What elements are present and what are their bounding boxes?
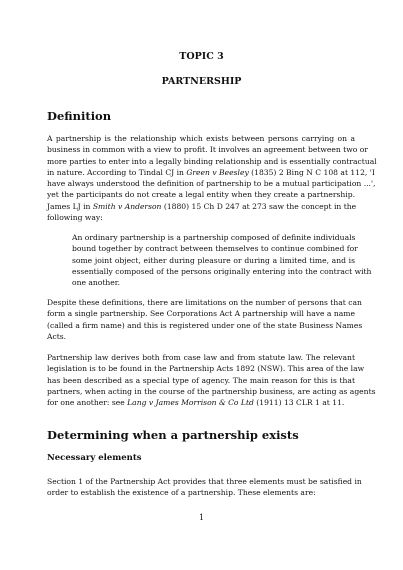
- paragraph-limitations: [47, 297, 363, 342]
- text-line: James LJ in Smith v Anderson (1880) 15 Ch D 247 at 273 saw the concept in the: [47, 201, 357, 211]
- heading-determining: Determining when a partnership exists: [47, 428, 299, 442]
- text-line: A partnership is the relationship which exists between persons carrying on a: [47, 134, 355, 143]
- heading-definition: Definition: [47, 109, 112, 123]
- paragraph-definition: [47, 133, 377, 223]
- page-number: 1: [198, 513, 205, 522]
- quote-line: one another.: [72, 278, 121, 288]
- text-line: legislation is to be found in the Partnership Acts 1892 (NSW). This area of the law: [47, 364, 365, 374]
- paragraph-law-sources: [47, 352, 376, 408]
- text-line: more parties to enter into a legally binding relationship and is essentially contractual: [47, 156, 377, 166]
- text-line: (called a firm name) and this is registered under one of the state Business Names: [47, 320, 363, 330]
- subheading-necessary-elements: Necessary elements: [47, 453, 142, 463]
- text-line: partners, when acting in the course of the partnership business, are acting as agents: [47, 386, 376, 396]
- case-name: Smith v Anderson: [92, 201, 162, 211]
- topic-label: TOPIC 3: [179, 51, 224, 62]
- text-line: order to establish the existence of a partnership. These elements are:: [47, 488, 316, 498]
- text-line: Despite these definitions, there are limitations on the number of persons that can: [47, 298, 362, 307]
- text-line: form a single partnership. See Corporations Act A partnership will have a name: [47, 309, 355, 319]
- text-line: business in common with a view to profit. It involves an agreement between two or: [47, 145, 368, 155]
- text-line: yet the participants do not create a legal entity when they create a partnership.: [47, 190, 355, 200]
- text-line: following way:: [47, 213, 103, 223]
- paragraph-section-1: [47, 476, 362, 499]
- quote-line: An ordinary partnership is a partnership composed of definite individuals: [72, 233, 356, 242]
- text-line: have always understood the definition of partnership to be a mutual participation ...',: [47, 179, 376, 189]
- text-line: for one another: see Lang v James Morrison & Co Ltd (1911) 13 CLR 1 at 11.: [47, 398, 345, 408]
- text-line: Section 1 of the Partnership Act provides that three elements must be satisfied in: [47, 477, 362, 486]
- text-line: Acts.: [47, 331, 67, 341]
- text-line: Partnership law derives both from case law and from statute law. The relevant: [47, 353, 355, 362]
- case-name: Green v Beesley: [186, 167, 249, 177]
- quote-line: essentially composed of the persons originally entering into the contract with: [72, 266, 372, 276]
- text-line: has been described as a special type of agency. The main reason for this is that: [47, 375, 355, 385]
- quote-line: bound together by contract between themselves to continue combined for: [72, 244, 358, 254]
- page-title: PARTNERSHIP: [161, 76, 242, 87]
- quote-line: some joint object, either during pleasure or during a limited time, and is: [72, 255, 355, 265]
- case-name: Lang v James Morrison & Co Ltd: [127, 398, 254, 408]
- text-line: in nature. According to Tindal CJ in Green v Beesley (1835) 2 Bing N C 108 at 112, 'I: [47, 167, 375, 177]
- block-quote: [72, 232, 372, 288]
